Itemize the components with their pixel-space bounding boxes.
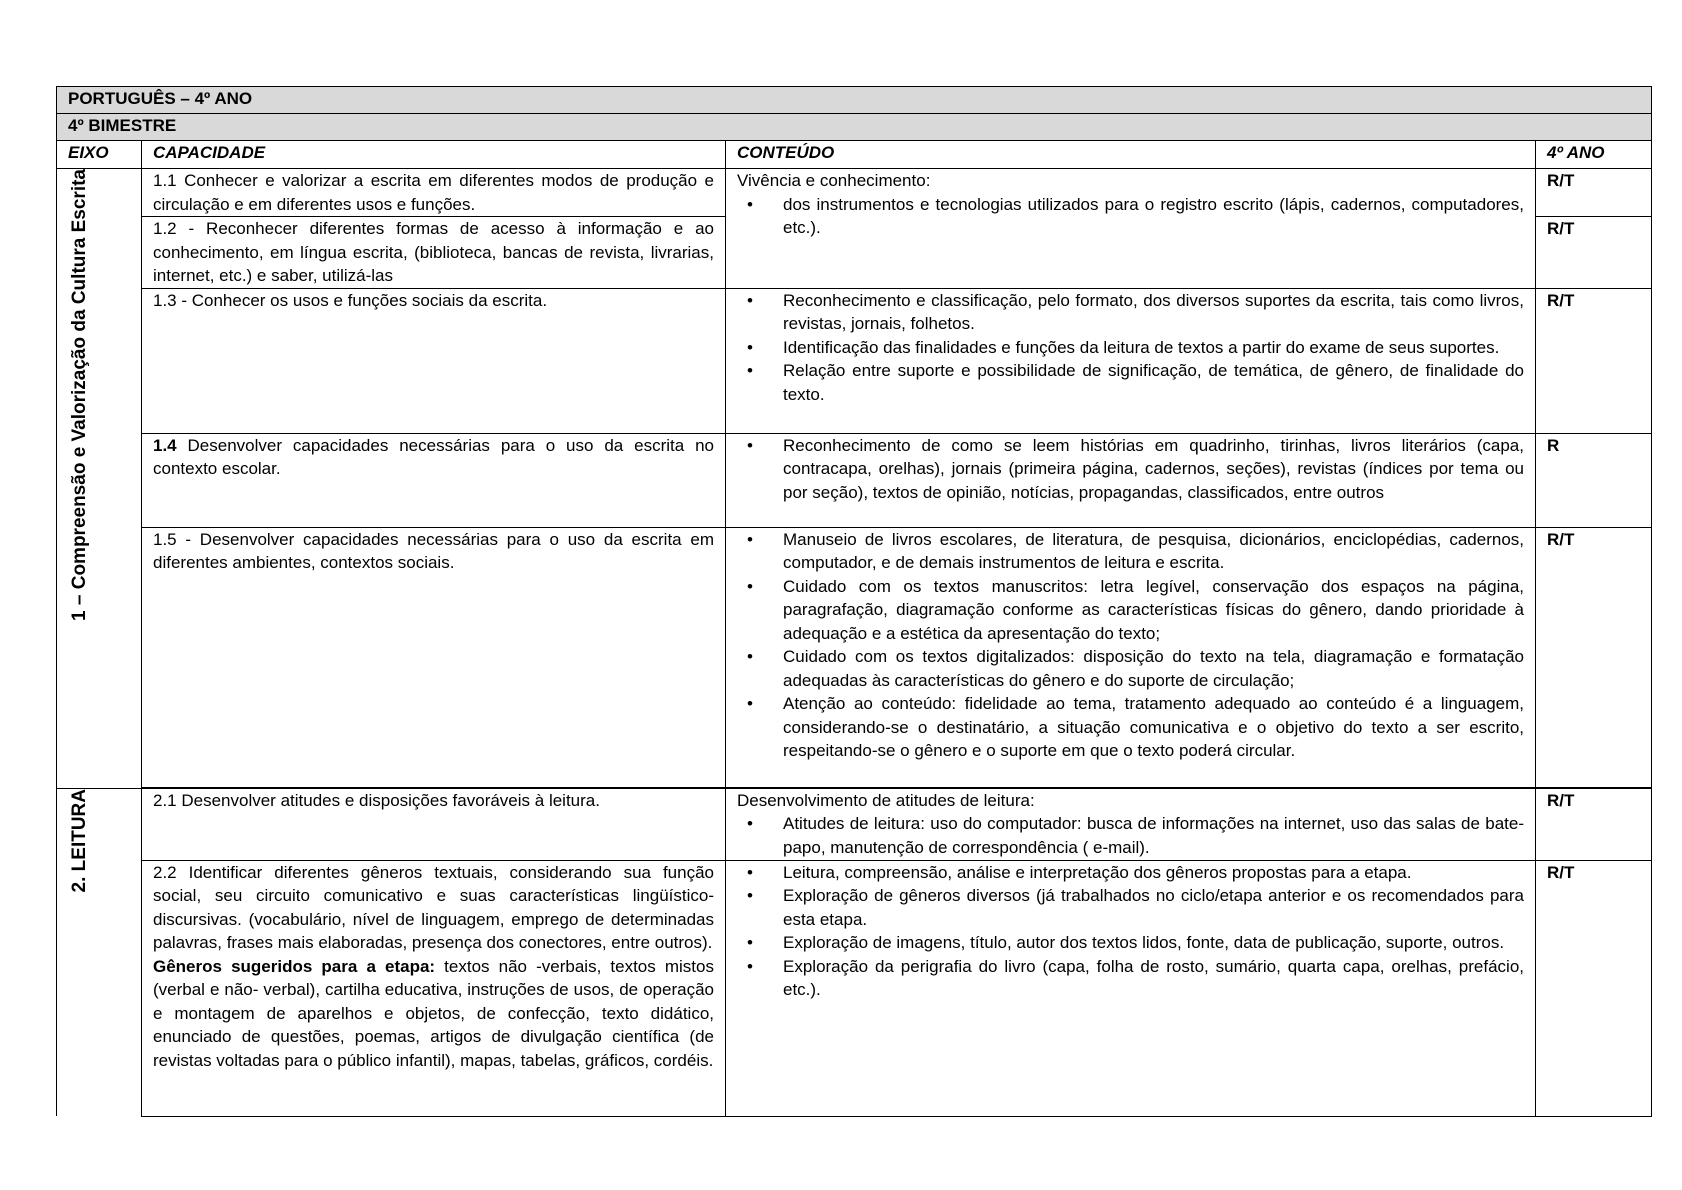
eixo-2-label: 2. LEITURA xyxy=(69,788,90,892)
eixo-2-cell xyxy=(57,788,142,1116)
conteudo-2-1 xyxy=(726,788,1536,860)
capacidade-1-2: 1.2 - Reconhecer diferentes formas de acesso à informação e ao conhecimento, em língua escrita, (biblioteca, bancas de revista, livrarias, internet, etc.) e saber, utilizá-las xyxy=(142,217,726,289)
conteudo-list xyxy=(737,861,1524,1002)
capacidade-text: 2.2 Identificar diferentes gêneros textuais, considerando sua função social, seu circuito comunicativo e suas características lingüístico-discursivas. (vocabulário, nível de linguagem, emprego de determinadas palavras, frases mais elaboradas, presença dos conectores, entre outros). xyxy=(153,862,714,952)
ano-value: R/T xyxy=(1536,527,1652,787)
list-item: • Reconhecimento de como se leem histórias em quadrinho, tirinhas, livros literários (capa, contracapa, orelhas), jornais (primeira página, cadernos, seções), revistas (índices por tema ou por seção), textos de opinião, notícias, propagandas, classificados, entre outros xyxy=(737,434,1524,505)
list-item: • Atitudes de leitura: uso do computador: busca de informações na internet, uso das salas de bate-papo, manutenção de correspondência ( e-mail). xyxy=(737,812,1524,859)
list-item: • Cuidado com os textos manuscritos: letra legível, conservação dos espaços na página, paragrafação, diagramação conforme as características físicas do gênero, dando prioridade à adequação e a estética da apresentação do texto; xyxy=(737,575,1524,646)
capacidade-1-3: 1.3 - Conhecer os usos e funções sociais da escrita. xyxy=(142,288,726,433)
list-item: • Reconhecimento e classificação, pelo formato, dos diversos suportes da escrita, tais como livros, revistas, jornais, folhetos. xyxy=(737,289,1524,336)
ano-value: R/T xyxy=(1536,788,1652,860)
list-item: • Identificação das finalidades e funções da leitura de textos a partir do exame de seus suportes. xyxy=(737,336,1524,360)
curriculum-table xyxy=(56,86,1652,1117)
list-item: • Exploração de gêneros diversos (já trabalhados no ciclo/etapa anterior e os recomendados para esta etapa. xyxy=(737,884,1524,931)
header-ano: 4º ANO xyxy=(1536,141,1652,169)
header-conteudo: CONTEÚDO xyxy=(726,141,1536,169)
header-eixo: EIXO xyxy=(57,141,142,169)
list-item: • Leitura, compreensão, análise e interpretação dos gêneros propostas para a etapa. xyxy=(737,861,1524,885)
capacidade-1-1: 1.1 Conhecer e valorizar a escrita em diferentes modos de produção e circulação e em diferentes usos e funções. xyxy=(142,169,726,217)
eixo-1-cell xyxy=(57,169,142,789)
page-title: PORTUGUÊS – 4º ANO xyxy=(57,87,1652,114)
generos-text: textos não -verbais, textos mistos (verbal e não- verbal), cartilha educativa, instruções de usos, de operação e montagem de aparelhos e objetos, de confecção, texto didático, enunciado de questões, poemas, artigos de divulgação científica (de revistas voltadas para o público infantil), mapas, tabelas, gráficos, cordéis. xyxy=(153,956,714,1070)
capacidade-text: Desenvolver capacidades necessárias para o uso da escrita no contexto escolar. xyxy=(153,435,714,478)
conteudo-1-1-2 xyxy=(726,169,1536,289)
capacidade-2-2 xyxy=(142,860,726,1116)
capacidade-2-1: 2.1 Desenvolver atitudes e disposições favoráveis à leitura. xyxy=(142,788,726,860)
list-item: • dos instrumentos e tecnologias utilizados para o registro escrito (lápis, cadernos, computadores, etc.). xyxy=(737,193,1524,240)
conteudo-2-2 xyxy=(726,860,1536,1116)
capacidade-1-4 xyxy=(142,433,726,527)
conteudo-1-3 xyxy=(726,288,1536,433)
ano-value: R/T xyxy=(1536,860,1652,1116)
conteudo-1-5 xyxy=(726,527,1536,787)
page-subtitle: 4º BIMESTRE xyxy=(57,114,1652,141)
conteudo-list xyxy=(737,289,1524,407)
ano-value: R xyxy=(1536,433,1652,527)
list-item: • Atenção ao conteúdo: fidelidade ao tema, tratamento adequado ao conteúdo é a linguagem, considerando-se o destinatário, a situação comunicativa e o objetivo do texto a ser escrito, respeitando-se o gênero e o suporte em que o texto poderá circular. xyxy=(737,692,1524,763)
eixo-1-label: 1 – Compreensão e Valorização da Cultura Escrita xyxy=(69,169,90,621)
generos-label: Gêneros sugeridos para a etapa: xyxy=(153,956,436,976)
list-item: • Exploração da perigrafia do livro (capa, folha de rosto, sumário, quarta capa, orelhas, prefácio, etc.). xyxy=(737,955,1524,1002)
ano-value: R/T xyxy=(1536,288,1652,433)
list-item: • Manuseio de livros escolares, de literatura, de pesquisa, dicionários, enciclopédias, cadernos, computador, e de demais instrumentos de leitura e escrita. xyxy=(737,528,1524,575)
ano-value: R/T xyxy=(1536,169,1652,217)
conteudo-list xyxy=(737,812,1524,859)
list-item: • Cuidado com os textos digitalizados: disposição do texto na tela, diagramação e formatação adequadas às características do gênero e do suporte de circulação; xyxy=(737,645,1524,692)
capacidade-1-5: 1.5 - Desenvolver capacidades necessárias para o uso da escrita em diferentes ambientes, contextos sociais. xyxy=(142,527,726,787)
capacidade-number: 1.4 xyxy=(153,435,177,455)
conteudo-intro: Desenvolvimento de atitudes de leitura: xyxy=(737,790,1035,810)
conteudo-intro: Vivência e conhecimento: xyxy=(737,171,931,190)
conteudo-1-4 xyxy=(726,433,1536,527)
list-item: • Relação entre suporte e possibilidade de significação, de temática, de gênero, de finalidade do texto. xyxy=(737,359,1524,406)
list-item: • Exploração de imagens, título, autor dos textos lidos, fonte, data de publicação, suporte, outros. xyxy=(737,931,1524,955)
ano-value: R/T xyxy=(1536,217,1652,289)
conteudo-list xyxy=(737,528,1524,763)
conteudo-list xyxy=(737,434,1524,505)
header-capacidade: CAPACIDADE xyxy=(142,141,726,169)
conteudo-list xyxy=(737,193,1524,240)
